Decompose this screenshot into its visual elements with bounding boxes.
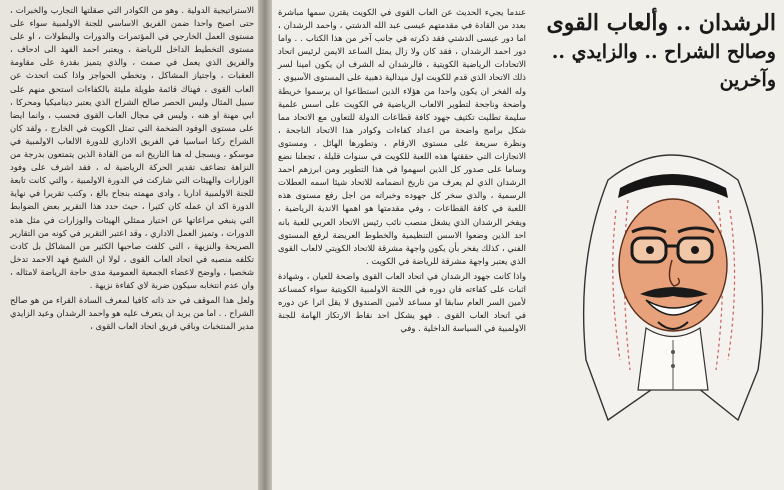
right-paragraph-2: واذا كانت جهود الرشدان في اتحاد العاب القوى واضحة للعيان ، وشهادة اثبات على كفاءته فان دوره في اللجنة الاولمبية الكويتية سواء كمساعد لأمين السر العام سابقا او مساعد لأمين الصندوق لا يقل اثرا عن دوره في اتحاد العاب القوى . فهو يشكل احد نقاط الارتكاز الهامة للجنة الاولمبية في السياسة الداخلية . وفي [278,270,526,334]
right-page-text-column [278,6,526,337]
left-page-text-column [10,4,254,335]
left-paragraph-1: الاستراتيجية الدولية . وهو من الكوادر التي صقلتها التجارب والخبرات ، حتى اصبح واحدا ضمن الفريق الاساسي للجنة الاولمبية سواء على مستوى العمل الخارجي في المؤتمرات والدورات والبطولات ، او على مستوى التخطيط الداخل للرياضة ، ويعتبر احمد الفهد الى ادحاف ، والفريق الذي يعمل في صمت ، والذي يتميز بقدرة على مقاومة العقبات ، واجتياز المشاكل ، وتخطي الحواجز واذا كنت اتحدث عن العاب القوى ، فهناك قائمة طويلة مليئة بالكفاءات استحق منهم على سبيل المثال وليس الحصر صالح الشراح الذي يعتبر ديناميكيا ومحركا ، ابي مهنة او هنه ، وليس في مجال العاب القوى فحسب ، وانما ايضا على مستوى الوفود الضخمة التي تمثل الكويت في الخارج ، ولقد كان الشراح ركنا اساسيا في الفريق الاداري للدورة الالعاب الاولمبية في موسكو ، ويسجل له هنا التاريخ انه من القادة الذين يتمتعون بدرجة من النزاهة تضاعف تقدير الحركة الرياضية له ، فقد اشرف على وفود الوزارات والهيئات التي شاركت في الدورة الاولمبية ، والتي كانت تابعة للجنة الاولمبية اداريا ، وادى مهمته بنجاح بالغ ، وكتب تقريرا في نهاية الدورة اكد ان عمله كان كثيرا ، حيث حدد هذا التقرير بعض الضوابط التي ينبغي مراعاتها عن اختيار ممثلي الهيئات والوزارات في مثل هذه الدورات ، وتميز العمل الاداري ، وقد اعتبر التقرير في كونه من التقارير الصريحة والنزيهة ، التي كلفت صاحبها الكثير من المشاكل بل كادت تكلفه منصبه في اتحاد العاب القوى ، لولا ان الشيخ فهد الاحمد تدخل شخصيا ، واوضح لاعضاء الجمعية العمومية مدى حاجة الرياضة لامثاله ، وان عدم انتخابه سيكون ضربة لاي كفاءة نزيهة . [10,5,254,290]
caricature-illustration [568,140,774,430]
right-page [272,0,784,490]
book-gutter [258,0,272,490]
left-page [0,0,262,490]
right-paragraph-1: عندما يجيء الحديث عن العاب القوى في الكويت يقترن سمها مباشرة بعدد من القادة في مقدمتهم عيسى عبد الله الدشتي ، واحمد الرشدان ، اما دور عيسى الدشتي فقد ذكرته في جانب آخر من هذا الكتاب . . واما دور احمد الرشدان ، فقد كان ولا زال يمثل الساعد الايمن لرئيس اتحاد الاتحادات الرياضية الكويتية ، فالرشدان له الشرف ان يكون امينا لسر ذلك الاتحاد الذي قدم للكويت اول ميدالية ذهبية على المستوى الآسيوي . وله الفخر ان يكون واحدا من هؤلاء الذين استطاعوا ان يرسموا خريطة واضحة وناجحة لتطوير الالعاب الرياضية في الكويت على اسس علمية سليمة تطلبت تكثيف جهود كافة قطاعات الدولة للتعاون مع الاتحاد مما شكل برامج واضحة من اعداد كفاءات وكوادر هذا الاتحاد الناجحة ، ونظرة سريعة على مستوى الارقام ، وتطورها الهائل ، ومستوى الانجازات التي حققتها هذه اللعبة للكويت في سنوات قليلة ، تجعلنا نضع وساما على صدور كل الذين اسهموا في هذا التطوير ومن ابرزهم احمد الرشدان الذي لم يعرف من تاريخ انضمامه للاتحاد شيئا اسمه العطلات الرسمية ، والذي سخر كل جهوده وخبراته من اجل رفع مستوى هذه اللعبة في كافة القطاعات ، وفي مقدمتها هو اهمها الاندية الرياضية ، ويفخر الرشدان الذي يشغل منصب نائب رئيس الاتحاد العربي للعبة بانه احد الذين وضعوا الاسس التنظيمية والخطوط العريضة لرفع المستوى الفني ، كذلك يفخر بأن يكون واجهة مشرقة للاتحاد الكويتي لالعاب القوى الذي يعتبر واجهة مشرقة للرياضة في الكويت . [278,7,526,266]
chapter-title-line-2: وصالح الشراح .. والزايدي .. وآخرين [551,41,776,91]
chapter-title-line-1: الرشدان .. وألعاب القوى [546,10,776,36]
chapter-title [526,8,776,94]
left-paragraph-2: ولعل هذا الموقف في حد ذاته كافيا لمعرف السادة القراء من هو صالح الشراح . . اما من يريد ان يتعرف عليه هو واحمد الرشدان وعيد الزايدي مدير المنتخبات وباقي فريق اتحاد العاب القوى ، [10,295,254,332]
